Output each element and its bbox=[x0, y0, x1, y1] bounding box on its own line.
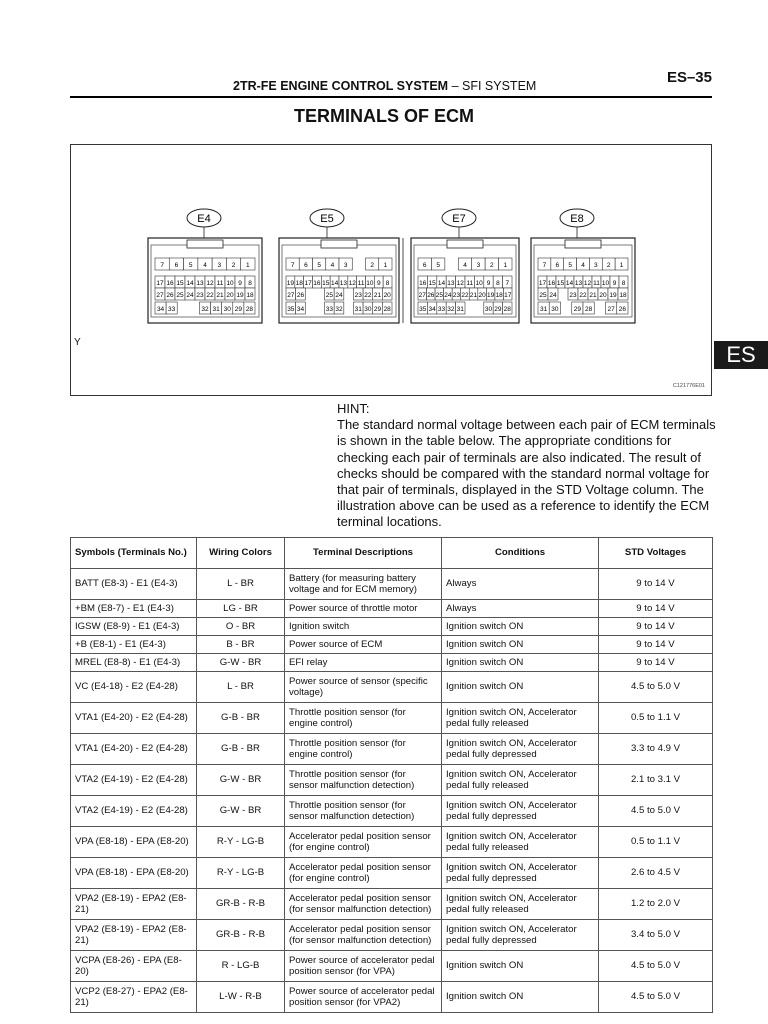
header-separator: – bbox=[451, 79, 459, 93]
connector-pin-number: 23 bbox=[196, 292, 204, 299]
connector-pin-number: 18 bbox=[295, 280, 303, 287]
connector-pin-number: 12 bbox=[206, 280, 214, 287]
section-tab: ES bbox=[714, 341, 768, 369]
connector-pin-number: 10 bbox=[475, 280, 483, 287]
hint-block bbox=[337, 401, 717, 531]
cell-symbols: VPA (E8-18) - EPA (E8-20) bbox=[71, 827, 197, 858]
connector-pin-number: 32 bbox=[201, 306, 209, 313]
connector-pin-number: 22 bbox=[579, 292, 587, 299]
cell-symbols: +BM (E8-7) - E1 (E4-3) bbox=[71, 600, 197, 618]
connector-pin-number: 24 bbox=[444, 292, 452, 299]
connector-pin-number: 25 bbox=[176, 292, 184, 299]
connector-pin-number: 14 bbox=[565, 280, 574, 287]
connector-pin-number: 25 bbox=[435, 292, 443, 299]
cell-symbols: MREL (E8-8) - E1 (E4-3) bbox=[71, 654, 197, 672]
table-row bbox=[71, 827, 713, 858]
cell-condition: Ignition switch ON, Accelerator pedal fully released bbox=[442, 827, 599, 858]
connector-pin-number: 30 bbox=[551, 306, 559, 313]
connector-pin-number: 2 bbox=[606, 262, 611, 269]
cell-description: Accelerator pedal position sensor (for sensor malfunction detection) bbox=[285, 889, 442, 920]
connector-pin-number: 18 bbox=[246, 292, 254, 299]
connector-pin-number: 3 bbox=[476, 262, 481, 269]
connector-pin-number: 16 bbox=[166, 280, 174, 287]
connector-pin-number: 31 bbox=[212, 306, 220, 313]
connector-pin-number: 20 bbox=[226, 292, 234, 299]
header-subsystem: SFI SYSTEM bbox=[462, 79, 537, 93]
cell-std-voltage: 3.4 to 5.0 V bbox=[599, 920, 713, 951]
cell-condition: Ignition switch ON bbox=[442, 654, 599, 672]
cell-wiring: R-Y - LG-B bbox=[197, 858, 285, 889]
connector-pin-number: 1 bbox=[503, 262, 508, 269]
connector-pin-number: 21 bbox=[589, 292, 597, 299]
cell-condition: Ignition switch ON, Accelerator pedal fully depressed bbox=[442, 858, 599, 889]
cell-symbols: VTA1 (E4-20) - E2 (E4-28) bbox=[71, 703, 197, 734]
cell-wiring: O - BR bbox=[197, 618, 285, 636]
connector-pin-number: 32 bbox=[335, 306, 343, 313]
connector-pin-number: 1 bbox=[246, 262, 250, 269]
connector-pin-number: 28 bbox=[383, 306, 391, 313]
connector-pin-number: 15 bbox=[176, 280, 184, 287]
cell-description: Battery (for measuring battery voltage and for ECM memory) bbox=[285, 569, 442, 600]
connector-latch bbox=[187, 240, 223, 248]
connector-pin-number: 8 bbox=[385, 280, 390, 287]
cell-symbols: VTA2 (E4-19) - E2 (E4-28) bbox=[71, 765, 197, 796]
connector-pin-number: 4 bbox=[463, 262, 467, 269]
cell-condition: Ignition switch ON bbox=[442, 951, 599, 982]
cell-wiring: LG - BR bbox=[197, 600, 285, 618]
page-title: TERMINALS OF ECM bbox=[294, 106, 474, 126]
connector-pin-number: 30 bbox=[364, 306, 372, 313]
connector-pin-number: 14 bbox=[437, 280, 446, 287]
table-row bbox=[71, 654, 713, 672]
connector-pin-number: 17 bbox=[538, 280, 547, 287]
connector-latch bbox=[447, 240, 483, 248]
cell-wiring: G-B - BR bbox=[197, 734, 285, 765]
connector-pin-number: 17 bbox=[304, 280, 312, 287]
table-row bbox=[71, 672, 713, 703]
connector-pin-number: 16 bbox=[547, 280, 556, 287]
connector-pin-number: 1 bbox=[383, 262, 388, 269]
table-row bbox=[71, 703, 713, 734]
cell-std-voltage: 9 to 14 V bbox=[599, 618, 713, 636]
connector-pin-number: 19 bbox=[609, 292, 617, 299]
connector-pin-number: 27 bbox=[418, 292, 426, 299]
connector-pin-number: 8 bbox=[248, 280, 252, 287]
connector-pin-number: 14 bbox=[330, 280, 339, 287]
connector-pin-number: 25 bbox=[325, 292, 333, 299]
col-header-std-voltage: STD Voltages bbox=[599, 538, 713, 569]
connector-pin-number: 7 bbox=[290, 262, 295, 269]
cell-description: Throttle position sensor (for sensor malfunction detection) bbox=[285, 765, 442, 796]
connector-pin-number: 16 bbox=[419, 280, 427, 287]
connector-pin-number: 3 bbox=[343, 262, 348, 269]
header-system-name: 2TR-FE ENGINE CONTROL SYSTEM bbox=[233, 79, 449, 93]
connector-pin-number: 27 bbox=[607, 306, 615, 313]
connector-pin-number: 17 bbox=[504, 292, 512, 299]
connector-pin-number: 30 bbox=[484, 306, 493, 313]
connector-pin-number: 2 bbox=[490, 262, 494, 269]
cell-std-voltage: 0.5 to 1.1 V bbox=[599, 703, 713, 734]
connector-pin-number: 13 bbox=[339, 280, 348, 287]
connector-pin-number: 33 bbox=[325, 306, 333, 313]
cell-symbols: VPA2 (E8-19) - EPA2 (E8-21) bbox=[71, 920, 197, 951]
cell-wiring: GR-B - R-B bbox=[197, 889, 285, 920]
connector-label: E7 bbox=[452, 213, 466, 225]
connector-pin-number: 10 bbox=[226, 280, 234, 287]
cell-wiring: B - BR bbox=[197, 636, 285, 654]
connector-pin-number: 29 bbox=[494, 306, 502, 313]
connector-pin-number: 35 bbox=[419, 306, 427, 313]
cell-condition: Ignition switch ON, Accelerator pedal fully depressed bbox=[442, 734, 599, 765]
cell-wiring: G-W - BR bbox=[197, 796, 285, 827]
connector-pin-number: 7 bbox=[542, 262, 547, 269]
connector-pin-number: 12 bbox=[348, 280, 356, 287]
cell-condition: Ignition switch ON, Accelerator pedal fully depressed bbox=[442, 920, 599, 951]
connector-pin-number: 21 bbox=[216, 292, 224, 299]
connector-pin-number: 34 bbox=[156, 306, 165, 313]
header-title bbox=[233, 79, 536, 93]
connector-pin-number: 7 bbox=[505, 280, 510, 287]
cell-symbols: IGSW (E8-9) - E1 (E4-3) bbox=[71, 618, 197, 636]
page-header bbox=[70, 69, 712, 98]
hint-title: HINT: bbox=[337, 401, 370, 416]
connector-pin-number: 35 bbox=[287, 306, 295, 313]
cell-condition: Ignition switch ON bbox=[442, 636, 599, 654]
table-row bbox=[71, 951, 713, 982]
col-header-wiring: Wiring Colors bbox=[197, 538, 285, 569]
connector-pin-number: 29 bbox=[234, 306, 242, 313]
connector-pin-number: 21 bbox=[373, 292, 382, 299]
connector-pin-number: 20 bbox=[478, 292, 486, 299]
ecm-connector-figure bbox=[70, 144, 712, 396]
connector-pin-number: 26 bbox=[296, 292, 305, 299]
terminals-table bbox=[70, 537, 713, 1013]
connector-latch bbox=[321, 240, 357, 248]
connector-pin-number: 19 bbox=[236, 292, 244, 299]
page-number: ES–35 bbox=[666, 69, 712, 86]
table-row bbox=[71, 858, 713, 889]
connector-pin-number: 15 bbox=[556, 280, 565, 287]
connector-pin-number: 31 bbox=[456, 306, 464, 313]
cell-std-voltage: 9 to 14 V bbox=[599, 569, 713, 600]
figure-code: C121776E01 bbox=[672, 383, 705, 389]
connector-pin-number: 15 bbox=[322, 280, 330, 287]
connector-pin-number: 11 bbox=[357, 280, 365, 287]
table-row bbox=[71, 765, 713, 796]
cell-condition: Ignition switch ON bbox=[442, 672, 599, 703]
cell-description: Power source of accelerator pedal position sensor (for VPA) bbox=[285, 951, 442, 982]
connector-pin-number: 33 bbox=[437, 306, 446, 313]
connector-pin-number: 22 bbox=[364, 292, 372, 299]
connector-pin-number: 7 bbox=[160, 262, 164, 269]
cell-std-voltage: 2.6 to 4.5 V bbox=[599, 858, 713, 889]
connector-pin-number: 18 bbox=[495, 292, 503, 299]
connector-pin-number: 9 bbox=[376, 280, 381, 287]
cell-symbols: VTA2 (E4-19) - E2 (E4-28) bbox=[71, 796, 197, 827]
cell-std-voltage: 9 to 14 V bbox=[599, 636, 713, 654]
connector-pin-number: 31 bbox=[540, 306, 548, 313]
cell-description: Power source of ECM bbox=[285, 636, 442, 654]
connector-pin-number: 2 bbox=[370, 262, 374, 269]
cell-description: Power source of throttle motor bbox=[285, 600, 442, 618]
connector-pin-number: 6 bbox=[422, 262, 427, 269]
cell-symbols: VTA1 (E4-20) - E2 (E4-28) bbox=[71, 734, 197, 765]
connector-pin-number: 34 bbox=[296, 306, 305, 313]
table-row bbox=[71, 600, 713, 618]
connector-pin-number: 1 bbox=[619, 262, 624, 269]
cell-description: Accelerator pedal position sensor (for engine control) bbox=[285, 827, 442, 858]
connector-pin-number: 26 bbox=[618, 306, 626, 313]
table-row bbox=[71, 569, 713, 600]
table-row bbox=[71, 796, 713, 827]
cell-wiring: GR-B - R-B bbox=[197, 920, 285, 951]
cell-wiring: G-B - BR bbox=[197, 703, 285, 734]
cell-description: Ignition switch bbox=[285, 618, 442, 636]
connector-pin-number: 34 bbox=[428, 306, 436, 313]
connector-pin-number: 23 bbox=[569, 292, 577, 299]
cell-wiring: R-Y - LG-B bbox=[197, 827, 285, 858]
connector-pin-number: 12 bbox=[456, 280, 464, 287]
connector-label: E5 bbox=[320, 213, 334, 225]
connector-pin-number: 4 bbox=[581, 262, 585, 269]
connector-pin-number: 21 bbox=[469, 292, 478, 299]
connector-pin-number: 6 bbox=[174, 262, 179, 269]
connector-pin-number: 8 bbox=[496, 280, 500, 287]
connector-pin-number: 11 bbox=[216, 280, 224, 287]
connector-pin-number: 23 bbox=[452, 292, 461, 299]
connector-pin-number: 8 bbox=[621, 280, 626, 287]
connector-diagram bbox=[71, 145, 711, 395]
connector-pin-number: 10 bbox=[601, 280, 610, 287]
col-header-symbols: Symbols (Terminals No.) bbox=[71, 538, 197, 569]
connector-pin-number: 18 bbox=[619, 292, 627, 299]
connector-pin-number: 20 bbox=[599, 292, 607, 299]
connector-pin-number: 24 bbox=[335, 292, 343, 299]
connector-pin-number: 27 bbox=[287, 292, 295, 299]
connector-pin-number: 2 bbox=[231, 262, 236, 269]
table-row bbox=[71, 889, 713, 920]
cell-std-voltage: 0.5 to 1.1 V bbox=[599, 827, 713, 858]
cell-std-voltage: 4.5 to 5.0 V bbox=[599, 951, 713, 982]
connector-pin-number: 5 bbox=[188, 262, 193, 269]
cell-wiring: R - LG-B bbox=[197, 951, 285, 982]
cell-std-voltage: 4.5 to 5.0 V bbox=[599, 982, 713, 1013]
connector-pin-number: 20 bbox=[383, 292, 391, 299]
connector-pin-number: 27 bbox=[156, 292, 164, 299]
connector-pin-number: 24 bbox=[549, 292, 557, 299]
connector-pin-number: 28 bbox=[585, 306, 593, 313]
cell-description: EFI relay bbox=[285, 654, 442, 672]
connector-pin-number: 3 bbox=[217, 262, 222, 269]
cell-description: Throttle position sensor (for engine control) bbox=[285, 734, 442, 765]
hint-body: The standard normal voltage between each pair of ECM terminals is shown in the table below. The appropriate conditions for checking each pair of terminals are also indicated. The result of checks should be compared with the standard normal voltage for that pair of terminals, displayed in the STD Voltage column. The illustration above can be used as a reference to identify the ECM terminal locations. bbox=[337, 417, 716, 530]
table-row bbox=[71, 734, 713, 765]
cell-wiring: L-W - R-B bbox=[197, 982, 285, 1013]
table-header-row bbox=[71, 538, 713, 569]
cell-condition: Ignition switch ON bbox=[442, 982, 599, 1013]
connector-pin-number: 19 bbox=[286, 280, 295, 287]
connector-pin-number: 17 bbox=[156, 280, 164, 287]
cell-symbols: VCPA (E8-26) - EPA (E8-20) bbox=[71, 951, 197, 982]
cell-std-voltage: 4.5 to 5.0 V bbox=[599, 672, 713, 703]
connector-pin-number: 9 bbox=[486, 280, 491, 287]
connector-pin-number: 13 bbox=[196, 280, 204, 287]
table-row bbox=[71, 636, 713, 654]
cell-symbols: VCP2 (E8-27) - EPA2 (E8-21) bbox=[71, 982, 197, 1013]
col-header-conditions: Conditions bbox=[442, 538, 599, 569]
table-row bbox=[71, 920, 713, 951]
connector-pin-number: 26 bbox=[427, 292, 435, 299]
connector-pin-number: 19 bbox=[487, 292, 495, 299]
cell-std-voltage: 2.1 to 3.1 V bbox=[599, 765, 713, 796]
connector-pin-number: 5 bbox=[317, 262, 321, 269]
cell-description: Throttle position sensor (for engine control) bbox=[285, 703, 442, 734]
cell-symbols: VPA (E8-18) - EPA (E8-20) bbox=[71, 858, 197, 889]
cell-condition: Ignition switch ON bbox=[442, 618, 599, 636]
connector-pin-number: 29 bbox=[373, 306, 382, 313]
cell-description: Throttle position sensor (for sensor malfunction detection) bbox=[285, 796, 442, 827]
connector-pin-number: 14 bbox=[186, 280, 194, 287]
cell-wiring: L - BR bbox=[197, 569, 285, 600]
cell-condition: Always bbox=[442, 569, 599, 600]
cell-condition: Ignition switch ON, Accelerator pedal fully depressed bbox=[442, 796, 599, 827]
cell-std-voltage: 9 to 14 V bbox=[599, 600, 713, 618]
connector-pin-number: 4 bbox=[330, 262, 335, 269]
cell-wiring: G-W - BR bbox=[197, 654, 285, 672]
cell-symbols: VPA2 (E8-19) - EPA2 (E8-21) bbox=[71, 889, 197, 920]
cell-description: Accelerator pedal position sensor (for sensor malfunction detection) bbox=[285, 920, 442, 951]
connector-pin-number: 30 bbox=[223, 306, 231, 313]
connector-pin-number: 15 bbox=[428, 280, 436, 287]
connector-pin-number: 32 bbox=[447, 306, 455, 313]
cell-condition: Always bbox=[442, 600, 599, 618]
connector-pin-number: 26 bbox=[166, 292, 174, 299]
cell-std-voltage: 4.5 to 5.0 V bbox=[599, 796, 713, 827]
cell-description: Power source of accelerator pedal position sensor (for VPA2) bbox=[285, 982, 442, 1013]
connector-pin-number: 3 bbox=[594, 262, 598, 269]
connector-pin-number: 16 bbox=[313, 280, 321, 287]
connector-pin-number: 5 bbox=[568, 262, 572, 269]
connector-pin-number: 5 bbox=[436, 262, 440, 269]
connector-pin-number: 11 bbox=[593, 280, 600, 287]
connector-pin-number: 13 bbox=[447, 280, 455, 287]
connector-pin-number: 28 bbox=[245, 306, 254, 313]
connector-pin-number: 13 bbox=[574, 280, 583, 287]
connector-label: E4 bbox=[197, 213, 211, 225]
connector-pin-number: 9 bbox=[612, 280, 617, 287]
connector-pin-number: 4 bbox=[203, 262, 207, 269]
connector-pin-number: 31 bbox=[354, 306, 362, 313]
cell-condition: Ignition switch ON, Accelerator pedal fully released bbox=[442, 765, 599, 796]
cell-description: Power source of sensor (specific voltage) bbox=[285, 672, 442, 703]
cell-std-voltage: 3.3 to 4.9 V bbox=[599, 734, 713, 765]
cell-symbols: VC (E4-18) - E2 (E4-28) bbox=[71, 672, 197, 703]
connector-pin-number: 6 bbox=[304, 262, 308, 269]
figure-y-label: Y bbox=[74, 337, 81, 348]
connector-pin-number: 22 bbox=[206, 292, 214, 299]
cell-condition: Ignition switch ON, Accelerator pedal fully released bbox=[442, 889, 599, 920]
connector-label: E8 bbox=[570, 213, 584, 225]
cell-description: Accelerator pedal position sensor (for engine control) bbox=[285, 858, 442, 889]
connector-pin-number: 11 bbox=[466, 280, 474, 287]
connector-pin-number: 33 bbox=[168, 306, 176, 313]
connector-pin-number: 25 bbox=[539, 292, 547, 299]
cell-wiring: G-W - BR bbox=[197, 765, 285, 796]
connector-pin-number: 12 bbox=[583, 280, 592, 287]
table-row bbox=[71, 618, 713, 636]
connector-pin-number: 22 bbox=[461, 292, 469, 299]
connector-pin-number: 6 bbox=[555, 262, 560, 269]
cell-symbols: +B (E8-1) - E1 (E4-3) bbox=[71, 636, 197, 654]
table-row bbox=[71, 982, 713, 1013]
connector-latch bbox=[565, 240, 601, 248]
connector-pin-number: 9 bbox=[238, 280, 242, 287]
cell-symbols: BATT (E8-3) - E1 (E4-3) bbox=[71, 569, 197, 600]
connector-pin-number: 29 bbox=[573, 306, 581, 313]
col-header-description: Terminal Descriptions bbox=[285, 538, 442, 569]
connector-pin-number: 10 bbox=[366, 280, 374, 287]
connector-pin-number: 24 bbox=[186, 292, 194, 299]
cell-condition: Ignition switch ON, Accelerator pedal fully released bbox=[442, 703, 599, 734]
connector-pin-number: 28 bbox=[503, 306, 511, 313]
cell-std-voltage: 1.2 to 2.0 V bbox=[599, 889, 713, 920]
connector-pin-number: 23 bbox=[354, 292, 362, 299]
cell-wiring: L - BR bbox=[197, 672, 285, 703]
cell-std-voltage: 9 to 14 V bbox=[599, 654, 713, 672]
